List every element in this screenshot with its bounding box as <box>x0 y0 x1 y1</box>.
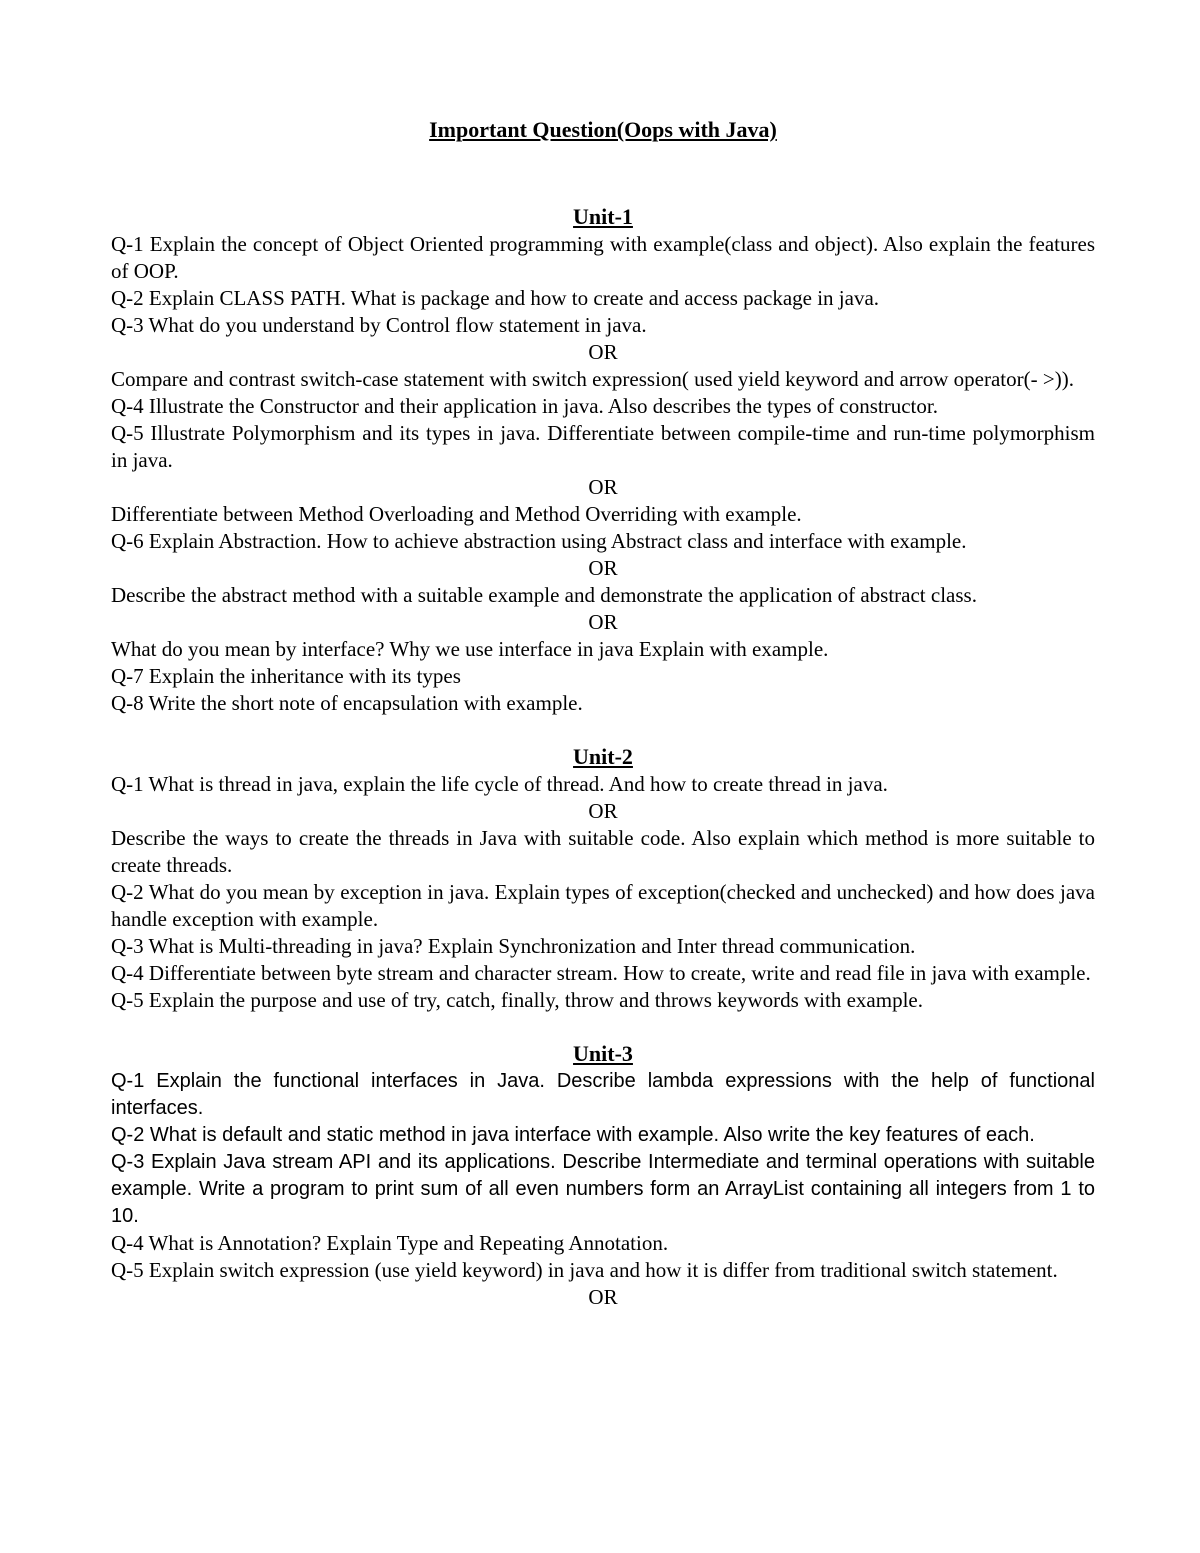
question: Q-3 Explain Java stream API and its applications. Describe Intermediate and terminal operations with suitable example. Write a program to print sum of all even numbers form an ArrayList containing all integers from 1 to 10. <box>111 1151 1095 1227</box>
unit-heading: Unit-2 <box>573 744 633 769</box>
unit-heading: Unit-3 <box>573 1041 633 1066</box>
question: Compare and contrast switch-case statement with switch expression( used yield keyword and arrow operator(- >)). <box>111 367 1074 391</box>
or-separator: OR <box>588 340 618 364</box>
question: What do you mean by interface? Why we use interface in java Explain with example. <box>111 637 829 661</box>
question: Q-2 What do you mean by exception in java. Explain types of exception(checked and unchecked) and how does java handle exception with example. <box>111 880 1095 931</box>
question: Q-2 Explain CLASS PATH. What is package and how to create and access package in java. <box>111 286 880 310</box>
or-separator: OR <box>588 1285 618 1309</box>
question: Q-3 What do you understand by Control flow statement in java. <box>111 313 647 337</box>
question: Q-1 What is thread in java, explain the life cycle of thread. And how to create thread in java. <box>111 772 888 796</box>
question: Q-1 Explain the functional interfaces in Java. Describe lambda expressions with the help of functional interfaces. <box>111 1070 1095 1119</box>
or-separator: OR <box>588 799 618 823</box>
question: Q-4 Differentiate between byte stream and character stream. How to create, write and read file in java with example. <box>111 961 1091 985</box>
question: Q-5 Explain the purpose and use of try, catch, finally, throw and throws keywords with example. <box>111 988 923 1012</box>
document-title: Important Question(Oops with Java) <box>429 117 777 142</box>
question: Q-8 Write the short note of encapsulation with example. <box>111 691 583 715</box>
unit-heading: Unit-1 <box>573 204 633 229</box>
question: Q-7 Explain the inheritance with its types <box>111 664 461 688</box>
unit-2-questions <box>111 771 1095 1014</box>
question: Q-5 Explain switch expression (use yield keyword) in java and how it is differ from traditional switch statement. <box>111 1258 1058 1282</box>
or-separator: OR <box>588 475 618 499</box>
question: Q-1 Explain the concept of Object Oriented programming with example(class and object). Also explain the features of OOP. <box>111 232 1095 283</box>
question: Q-6 Explain Abstraction. How to achieve abstraction using Abstract class and interface with example. <box>111 529 967 553</box>
question: Q-5 Illustrate Polymorphism and its types in java. Differentiate between compile-time and run-time polymorphism in java. <box>111 421 1095 472</box>
unit-1-questions <box>111 231 1095 717</box>
unit-3-questions <box>111 1068 1095 1311</box>
question: Differentiate between Method Overloading and Method Overriding with example. <box>111 502 802 526</box>
question: Q-3 What is Multi-threading in java? Explain Synchronization and Inter thread communication. <box>111 934 916 958</box>
question: Q-4 What is Annotation? Explain Type and Repeating Annotation. <box>111 1231 669 1255</box>
question: Q-4 Illustrate the Constructor and their application in java. Also describes the types of constructor. <box>111 394 938 418</box>
question: Q-2 What is default and static method in java interface with example. Also write the key features of each. <box>111 1124 1035 1146</box>
or-separator: OR <box>588 556 618 580</box>
question: Describe the ways to create the threads in Java with suitable code. Also explain which method is more suitable to create threads. <box>111 826 1095 877</box>
or-separator: OR <box>588 610 618 634</box>
question: Describe the abstract method with a suitable example and demonstrate the application of abstract class. <box>111 583 977 607</box>
document-content <box>111 115 1095 1337</box>
